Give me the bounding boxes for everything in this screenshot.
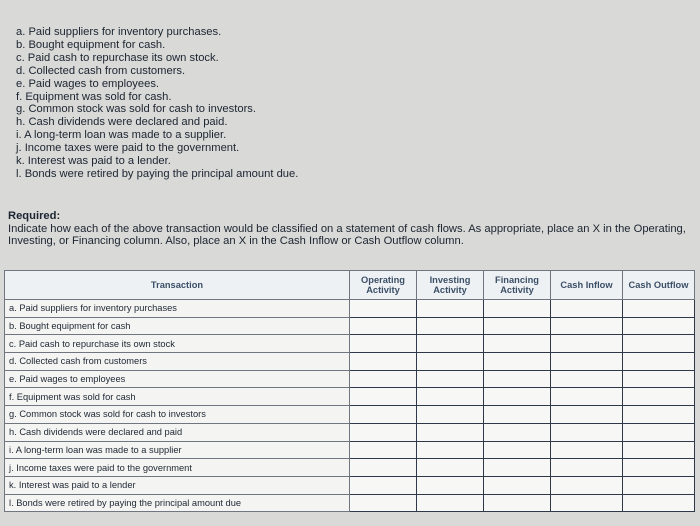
header-cash-inflow: Cash Inflow <box>551 271 623 300</box>
transaction-list <box>16 26 298 181</box>
financing-cell[interactable] <box>484 335 551 353</box>
row-transaction-label: a. Paid suppliers for inventory purchases <box>5 300 350 318</box>
table-row <box>5 317 695 335</box>
operating-cell[interactable] <box>350 317 417 335</box>
investing-cell[interactable] <box>417 388 484 406</box>
operating-cell[interactable] <box>350 370 417 388</box>
cash-outflow-cell[interactable] <box>623 353 695 371</box>
operating-cell[interactable] <box>350 335 417 353</box>
investing-cell[interactable] <box>417 370 484 388</box>
cash-inflow-cell[interactable] <box>551 353 623 371</box>
table-header-row <box>5 271 695 300</box>
cash-inflow-cell[interactable] <box>551 406 623 424</box>
cash-outflow-cell[interactable] <box>623 494 695 512</box>
financing-cell[interactable] <box>484 476 551 494</box>
investing-cell[interactable] <box>417 423 484 441</box>
required-instructions: Indicate how each of the above transaction would be classified on a statement of cash flows. As appropriate, place an X in the Operating, Investing, or Financing column. Also, place an X in the Cash Inflow or Cash Outflow column. <box>8 222 686 247</box>
row-transaction-label: b. Bought equipment for cash <box>5 317 350 335</box>
cash-outflow-cell[interactable] <box>623 459 695 477</box>
cash-inflow-cell[interactable] <box>551 459 623 477</box>
financing-cell[interactable] <box>484 353 551 371</box>
header-investing: Investing Activity <box>417 271 484 300</box>
row-transaction-label: e. Paid wages to employees <box>5 370 350 388</box>
transaction-item: e. Paid wages to employees. <box>16 77 160 90</box>
cash-inflow-cell[interactable] <box>551 388 623 406</box>
transaction-item: a. Paid suppliers for inventory purchases. <box>16 26 222 38</box>
table-row <box>5 353 695 371</box>
table-row <box>5 388 695 406</box>
row-transaction-label: d. Collected cash from customers <box>5 353 350 371</box>
cash-inflow-cell[interactable] <box>551 370 623 388</box>
cash-inflow-cell[interactable] <box>551 423 623 441</box>
financing-cell[interactable] <box>484 370 551 388</box>
investing-cell[interactable] <box>417 335 484 353</box>
cash-inflow-cell[interactable] <box>551 441 623 459</box>
transaction-item: c. Paid cash to repurchase its own stock. <box>16 51 219 64</box>
cash-inflow-cell[interactable] <box>551 494 623 512</box>
cash-outflow-cell[interactable] <box>623 388 695 406</box>
header-operating: Operating Activity <box>350 271 417 300</box>
cash-outflow-cell[interactable] <box>623 370 695 388</box>
row-transaction-label: h. Cash dividends were declared and paid <box>5 423 350 441</box>
investing-cell[interactable] <box>417 476 484 494</box>
row-transaction-label: g. Common stock was sold for cash to investors <box>5 406 350 424</box>
transaction-item: b. Bought equipment for cash. <box>16 38 166 51</box>
investing-cell[interactable] <box>417 317 484 335</box>
header-cash-outflow: Cash Outflow <box>623 271 695 300</box>
investing-cell[interactable] <box>417 353 484 371</box>
financing-cell[interactable] <box>484 423 551 441</box>
transaction-item: j. Income taxes were paid to the government. <box>16 142 240 155</box>
table-row <box>5 459 695 477</box>
financing-cell[interactable] <box>484 406 551 424</box>
classification-table <box>4 270 695 512</box>
row-transaction-label: l. Bonds were retired by paying the principal amount due <box>5 494 350 512</box>
operating-cell[interactable] <box>350 388 417 406</box>
cash-outflow-cell[interactable] <box>623 335 695 353</box>
transaction-item: h. Cash dividends were declared and paid. <box>16 116 228 129</box>
financing-cell[interactable] <box>484 459 551 477</box>
investing-cell[interactable] <box>417 300 484 318</box>
row-transaction-label: i. A long-term loan was made to a supplier <box>5 441 350 459</box>
cash-inflow-cell[interactable] <box>551 335 623 353</box>
transaction-item: g. Common stock was sold for cash to investors. <box>16 103 257 116</box>
transaction-item: k. Interest was paid to a lender. <box>16 155 171 168</box>
financing-cell[interactable] <box>484 494 551 512</box>
cash-outflow-cell[interactable] <box>623 441 695 459</box>
investing-cell[interactable] <box>417 406 484 424</box>
table-row <box>5 406 695 424</box>
transaction-item: d. Collected cash from customers. <box>16 64 186 77</box>
investing-cell[interactable] <box>417 459 484 477</box>
header-transaction: Transaction <box>5 271 350 300</box>
cash-outflow-cell[interactable] <box>623 317 695 335</box>
table-row <box>5 423 695 441</box>
cash-inflow-cell[interactable] <box>551 476 623 494</box>
operating-cell[interactable] <box>350 300 417 318</box>
cash-outflow-cell[interactable] <box>623 406 695 424</box>
financing-cell[interactable] <box>484 388 551 406</box>
investing-cell[interactable] <box>417 494 484 512</box>
financing-cell[interactable] <box>484 441 551 459</box>
table-row <box>5 494 695 512</box>
row-transaction-label: c. Paid cash to repurchase its own stock <box>5 335 350 353</box>
header-financing: Financing Activity <box>484 271 551 300</box>
table-row <box>5 370 695 388</box>
row-transaction-label: j. Income taxes were paid to the government <box>5 459 350 477</box>
cash-inflow-cell[interactable] <box>551 317 623 335</box>
transaction-item: i. A long-term loan was made to a supplier. <box>16 129 227 142</box>
table-row <box>5 441 695 459</box>
transaction-item: f. Equipment was sold for cash. <box>16 90 172 103</box>
operating-cell[interactable] <box>350 406 417 424</box>
financing-cell[interactable] <box>484 317 551 335</box>
operating-cell[interactable] <box>350 441 417 459</box>
operating-cell[interactable] <box>350 494 417 512</box>
financing-cell[interactable] <box>484 300 551 318</box>
operating-cell[interactable] <box>350 423 417 441</box>
table-row <box>5 476 695 494</box>
operating-cell[interactable] <box>350 353 417 371</box>
cash-inflow-cell[interactable] <box>551 300 623 318</box>
row-transaction-label: f. Equipment was sold for cash <box>5 388 350 406</box>
cash-outflow-cell[interactable] <box>623 476 695 494</box>
transaction-item: l. Bonds were retired by paying the principal amount due. <box>16 167 299 180</box>
cash-outflow-cell[interactable] <box>623 423 695 441</box>
cash-outflow-cell[interactable] <box>623 300 695 318</box>
table-row <box>5 335 695 353</box>
investing-cell[interactable] <box>417 441 484 459</box>
required-heading: Required: <box>8 210 61 222</box>
row-transaction-label: k. Interest was paid to a lender <box>5 476 350 494</box>
required-section <box>8 210 698 248</box>
table-row <box>5 300 695 318</box>
operating-cell[interactable] <box>350 459 417 477</box>
operating-cell[interactable] <box>350 476 417 494</box>
